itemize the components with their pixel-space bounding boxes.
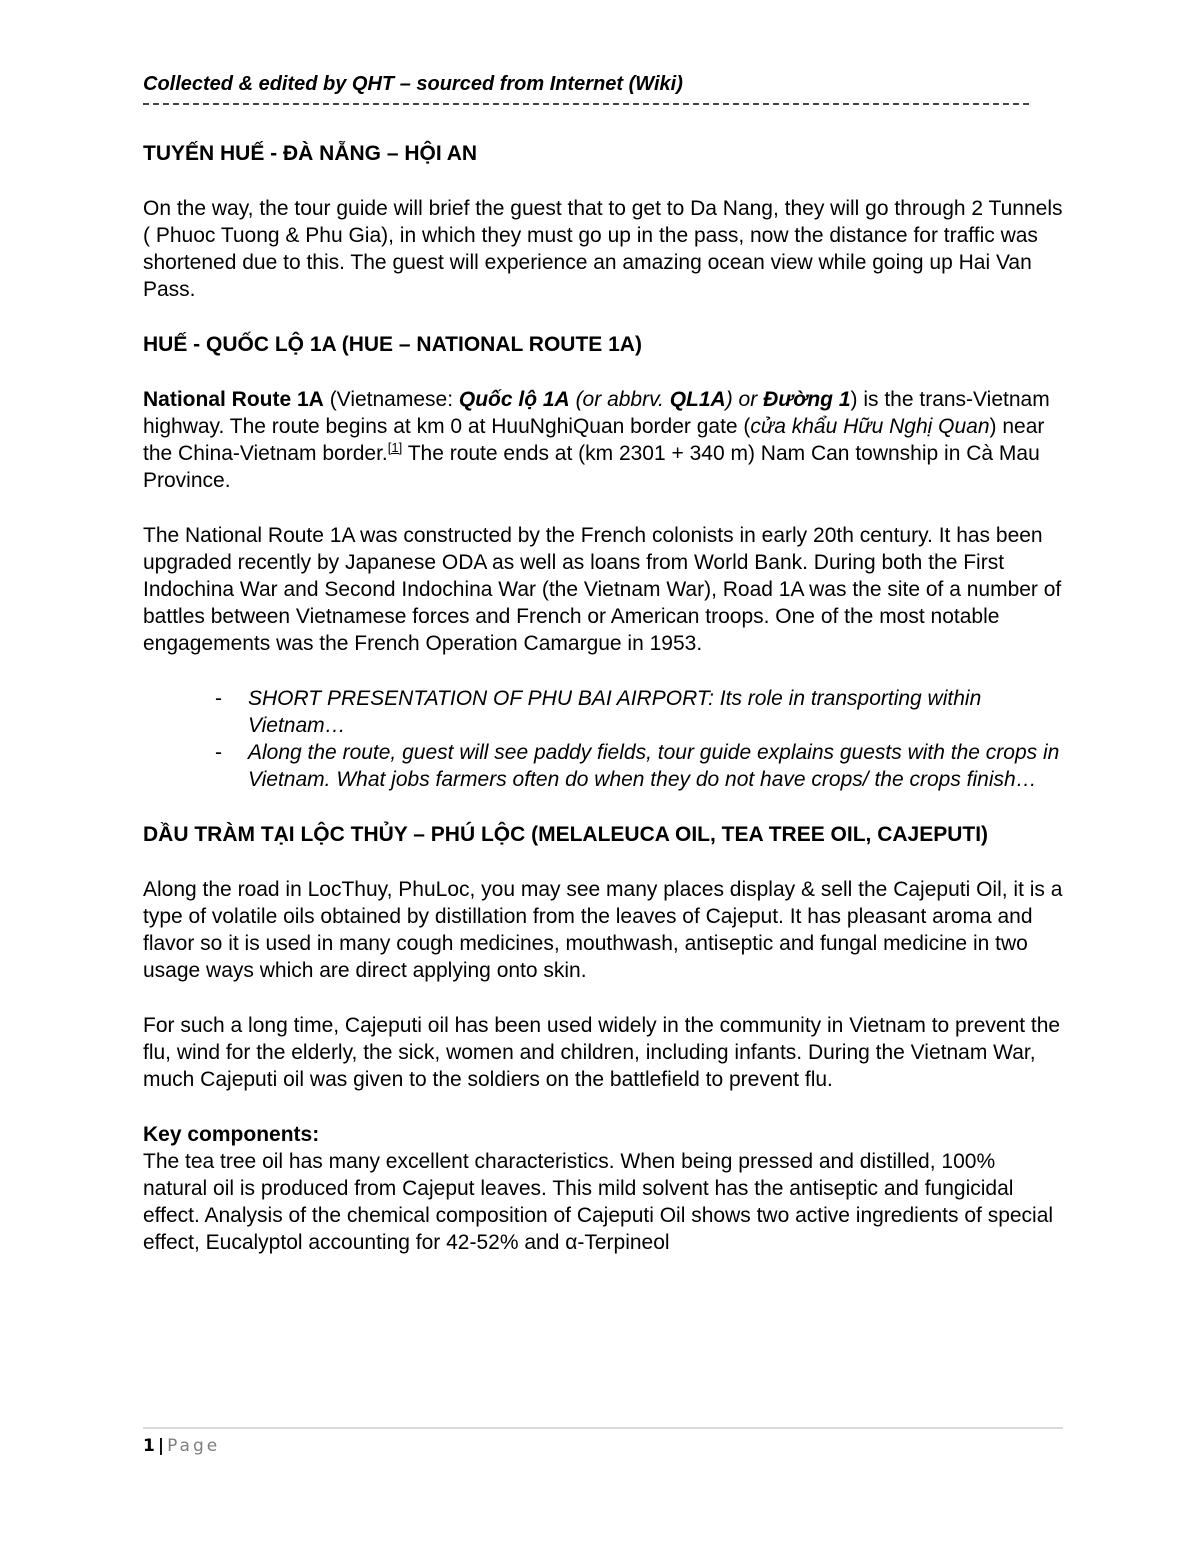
- key-components-title: Key components:: [143, 1123, 320, 1146]
- footer-divider: [143, 1427, 1063, 1429]
- paragraph-route-intro: National Route 1A (Vietnamese: Quốc lộ 1A (or abbrv. QL1A) or Đường 1) is the trans-Vietnam highway. The route begins at km 0 at HuuNghiQuan border gate (cửa khẩu Hữu Nghị Quan) near the China-Vietnam border.[1] The route ends at (km 2301 + 340 m) Nam Can township in Cà Mau Province.: [143, 388, 1050, 492]
- paragraph-key-components: The tea tree oil has many excellent characteristics. When being pressed and distilled, 100% natural oil is produced from Cajeput leaves. This mild solvent has the antiseptic and fungicidal effect. Analysis of the chemical composition of Cajeputi Oil shows two active ingredients of special effect, Eucalyptol accounting for 42-52% and α-Terpineol: [143, 1150, 1054, 1254]
- page-number: 1: [143, 1436, 155, 1456]
- border-gate-name: cửa khẩu Hữu Nghị Quan: [750, 415, 990, 438]
- paragraph-cajeputi-usage: For such a long time, Cajeputi oil has been used widely in the community in Vietnam to prevent the flu, wind for the elderly, the sick, women and children, including infants. During the Vietnam War, much Cajeputi oil was given to the soldiers on the battlefield to prevent flu.: [143, 1014, 1061, 1091]
- tour-notes-list: [143, 685, 1063, 793]
- section-title-cajeputi-oil: DẦU TRÀM TẠI LỘC THỦY – PHÚ LỘC (MELALEUCA OIL, TEA TREE OIL, CAJEPUTI): [143, 823, 989, 846]
- page-footer: [143, 1434, 220, 1458]
- vietnamese-route-name: Quốc lộ 1A: [458, 388, 570, 411]
- route-alt-name: Đường 1: [763, 388, 851, 411]
- list-item: - Along the route, guest will see paddy fields, tour guide explains guests with the crops in Vietnam. What jobs farmers often do when they do not have crops/ the crops finish…: [215, 741, 1060, 791]
- paragraph-cajeputi-intro: Along the road in LocThuy, PhuLoc, you may see many places display & sell the Cajeputi Oil, it is a type of volatile oils obtained by distillation from the leaves of Cajeput. It has pleasant aroma and flavor so it is used in many cough medicines, mouthwash, antiseptic and fungal medicine in two usage ways which are direct applying onto skin.: [143, 878, 1063, 982]
- list-item: - SHORT PRESENTATION OF PHU BAI AIRPORT: Its role in transporting within Vietnam…: [215, 687, 982, 737]
- document-body: [143, 140, 1063, 1256]
- page-label: Page: [167, 1436, 221, 1456]
- citation-link[interactable]: [1]: [387, 440, 403, 455]
- route-abbreviation: QL1A: [669, 388, 726, 411]
- header-dashed-divider: [143, 103, 1029, 105]
- page-header: Collected & edited by QHT – sourced from Internet (Wiki): [143, 73, 683, 95]
- section-title-national-route: HUẾ - QUỐC LỘ 1A (HUE – NATIONAL ROUTE 1A): [143, 333, 642, 356]
- paragraph-tour-brief: On the way, the tour guide will brief the guest that to get to Da Nang, they will go through 2 Tunnels ( Phuoc Tuong & Phu Gia), in which they must go up in the pass, now the distance for traffic was shortened due to this. The guest will experience an amazing ocean view while going up Hai Van Pass.: [143, 197, 1063, 301]
- paragraph-route-history: The National Route 1A was constructed by the French colonists in early 20th century. It has been upgraded recently by Japanese ODA as well as loans from World Bank. During both the First Indochina War and Second Indochina War (the Vietnam War), Road 1A was the site of a number of battles between Vietnamese forces and French or American troops. One of the most notable engagements was the French Operation Camargue in 1953.: [143, 524, 1062, 655]
- route-term: National Route 1A: [143, 388, 324, 411]
- section-title-hue-danang-hoian: TUYẾN HUẾ - ĐÀ NẴNG – HỘI AN: [143, 142, 478, 165]
- footer-separator: |: [157, 1436, 165, 1456]
